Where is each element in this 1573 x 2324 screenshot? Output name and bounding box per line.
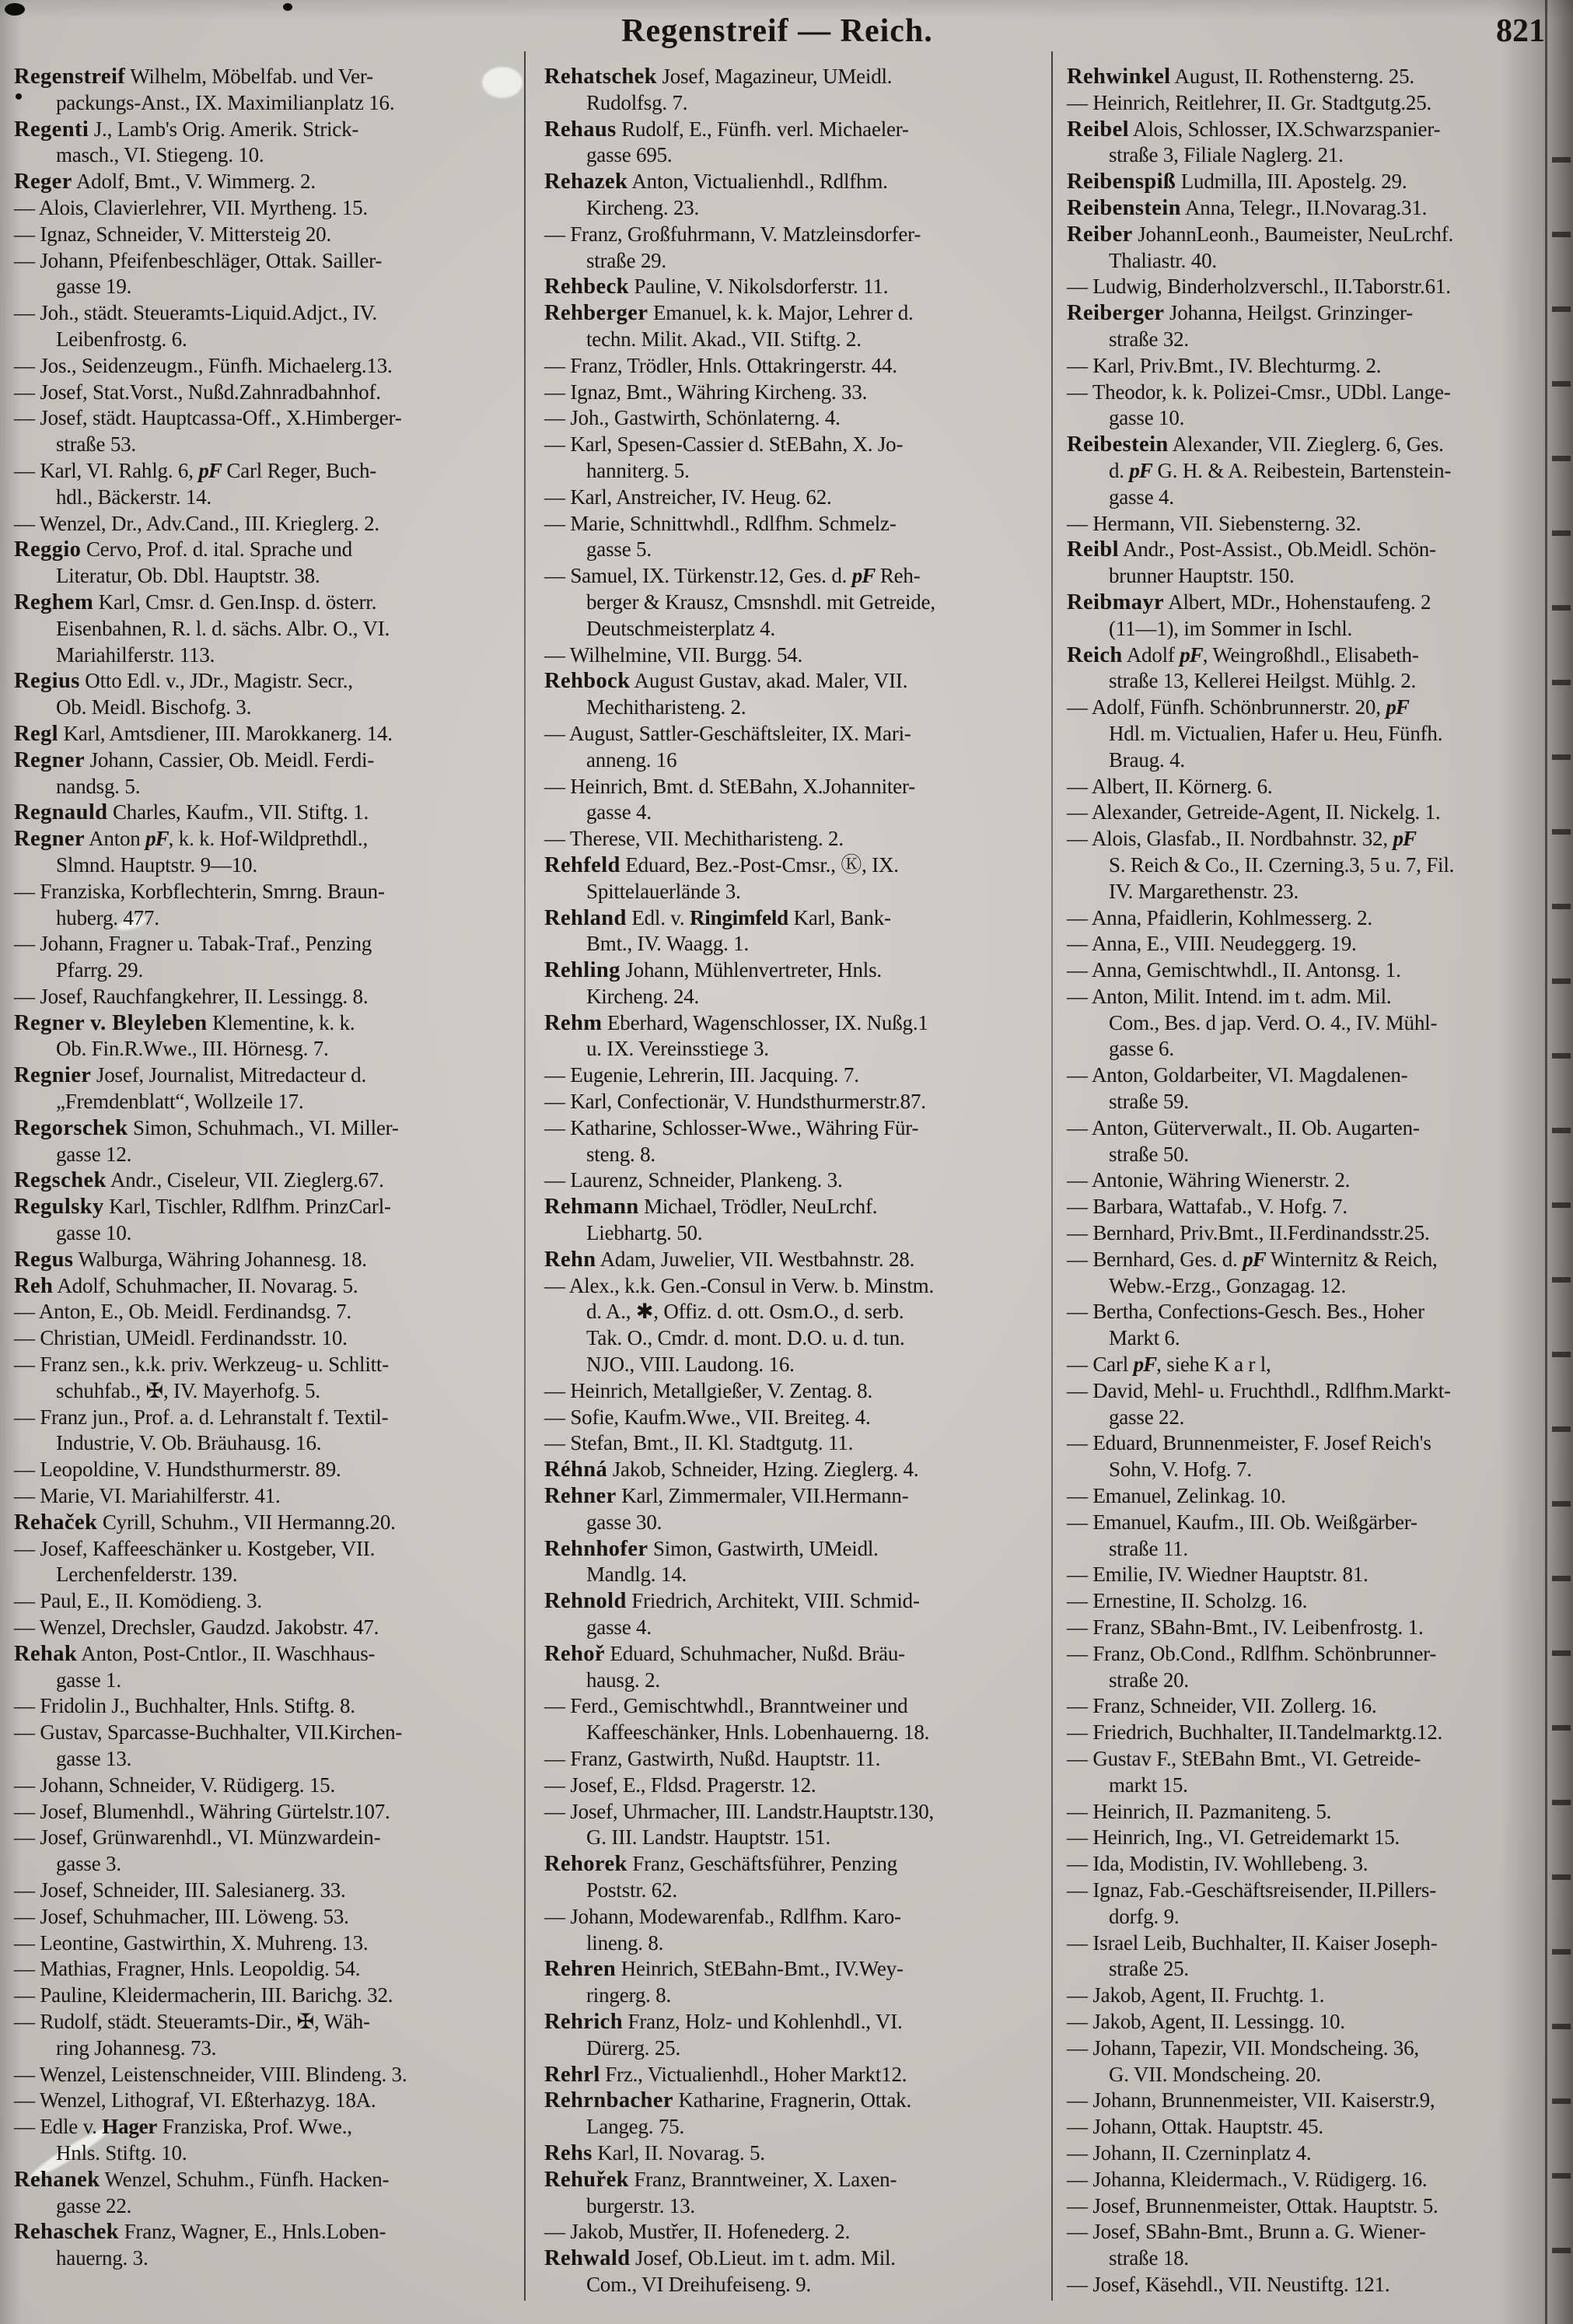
directory-line: gasse 12. <box>56 1142 132 1166</box>
directory-line: Langeg. 75. <box>586 2115 685 2139</box>
directory-line: Rehaschek Franz, Wagner, E., Hnls.Loben- <box>14 2220 386 2245</box>
page-number: 821 <box>1496 13 1545 49</box>
directory-line: — Ida, Modistin, IV. Wohllebeng. 3. <box>1067 1852 1369 1876</box>
directory-line: Rehren Heinrich, StEBahn-Bmt., IV.Wey- <box>544 1957 904 1982</box>
directory-line: — Karl, Priv.Bmt., IV. Blechturmg. 2. <box>1067 353 1382 377</box>
directory-line: Rehoř Eduard, Schuhmacher, Nußd. Bräu- <box>544 1641 905 1666</box>
directory-line: gasse 10. <box>56 1221 132 1245</box>
directory-line: Bmt., IV. Waagg. 1. <box>586 932 750 956</box>
directory-line: — Johann, Ottak. Hauptstr. 45. <box>1067 2115 1323 2139</box>
directory-line: Regschek Andr., Ciseleur, VII. Zieglerg.67. <box>14 1168 384 1193</box>
directory-line: — Josef, Brunnenmeister, Ottak. Hauptstr. 5. <box>1067 2193 1438 2217</box>
directory-line: gasse 6. <box>1109 1037 1174 1061</box>
directory-line: burgerstr. 13. <box>586 2193 695 2217</box>
directory-line: Lerchenfelderstr. 139. <box>56 1563 238 1587</box>
directory-line: dorfg. 9. <box>1109 1904 1180 1928</box>
directory-line: gasse 22. <box>56 2193 132 2217</box>
directory-line: — Laurenz, Schneider, Plankeng. 3. <box>544 1168 843 1192</box>
directory-line: Eisenbahnen, R. l. d. sächs. Albr. O., VI. <box>56 616 390 640</box>
directory-line: Rudolfsg. 7. <box>586 90 688 114</box>
directory-line: — Anton, Goldarbeiter, VI. Magdalenen- <box>1067 1063 1408 1087</box>
directory-line: gasse 695. <box>586 143 673 167</box>
directory-line: straße 50. <box>1109 1142 1189 1166</box>
directory-line: — Ignaz, Schneider, V. Mittersteig 20. <box>14 222 331 246</box>
directory-line: — Jakob, Mustřer, II. Hofenederg. 2. <box>544 2220 851 2244</box>
directory-line: S. Reich & Co., II. Czerning.3, 5 u. 7, Fil. <box>1109 852 1455 877</box>
directory-line: Regner v. Bleyleben Klementine, k. k. <box>14 1010 355 1035</box>
directory-line: gasse 19. <box>56 275 132 299</box>
directory-line: — Josef, E., Fldsd. Pragerstr. 12. <box>544 1773 816 1797</box>
directory-line: Rehn Adam, Juwelier, VII. Westbahnstr. 28. <box>544 1247 915 1272</box>
directory-line: — Joh., Gastwirth, Schönlaterng. 4. <box>544 406 841 430</box>
directory-line: — Ignaz, Bmt., Währing Kircheng. 33. <box>544 380 868 404</box>
directory-line: — Josef, Kaffeeschänker u. Kostgeber, VII. <box>14 1536 376 1560</box>
directory-line: ring Johannesg. 73. <box>56 2035 217 2060</box>
directory-line: packungs-Anst., IX. Maximilianplatz 16. <box>56 90 395 114</box>
directory-line: — Karl, VI. Rahlg. 6, pF Carl Reger, Buch- <box>14 458 377 482</box>
directory-line: nandsg. 5. <box>56 774 141 798</box>
directory-line: — Anton, Milit. Intend. im t. adm. Mil. <box>1067 984 1392 1008</box>
directory-line: — Johann, Modewarenfab., Rdlfhm. Karo- <box>544 1904 901 1928</box>
directory-line: Hnls. Stiftg. 10. <box>56 2140 187 2165</box>
column-divider <box>1051 51 1053 2301</box>
directory-line: gasse 4. <box>586 1615 652 1640</box>
directory-line: Regius Otto Edl. v., JDr., Magistr. Secr., <box>14 669 353 694</box>
directory-line: — Josef, Blumenhdl., Währing Gürtelstr.107. <box>14 1799 390 1823</box>
directory-line: Mariahilferstr. 113. <box>56 642 215 667</box>
directory-line: Regnier Josef, Journalist, Mitredacteur d. <box>14 1063 367 1088</box>
directory-line: — Carl pF, siehe K a r l, <box>1067 1353 1271 1377</box>
directory-line: Literatur, Ob. Dbl. Hauptstr. 38. <box>56 564 320 588</box>
directory-line: — Adolf, Fünfh. Schönbrunnerstr. 20, pF <box>1067 695 1409 719</box>
directory-line: — Franz, Ob.Cond., Rdlfhm. Schönbrunner- <box>1067 1641 1437 1665</box>
directory-line: Kaffeeschänker, Hnls. Lobenhauerng. 18. <box>586 1720 930 1745</box>
directory-line: Rehling Johann, Mühlenvertreter, Hnls. <box>544 958 882 983</box>
directory-line: — Johann, Schneider, V. Rüdigerg. 15. <box>14 1773 335 1797</box>
directory-line: Rehwald Josef, Ob.Lieut. im t. adm. Mil. <box>544 2246 896 2271</box>
directory-line: — Ignaz, Fab.-Geschäftsreisender, II.Pillers- <box>1067 1878 1436 1902</box>
directory-line: (11—1), im Sommer in Ischl. <box>1109 616 1353 640</box>
directory-line: G. VII. Mondscheing. 20. <box>1109 2062 1321 2086</box>
directory-line: Rehatschek Josef, Magazineur, UMeidl. <box>544 65 893 89</box>
directory-line: — Emanuel, Zelinkag. 10. <box>1067 1484 1286 1508</box>
directory-line: Regenti J., Lamb's Orig. Amerik. Strick- <box>14 117 359 142</box>
directory-line: Regner Johann, Cassier, Ob. Meidl. Ferdi- <box>14 747 375 772</box>
directory-line: Reghem Karl, Cmsr. d. Gen.Insp. d. österr. <box>14 590 377 614</box>
directory-line: „Fremdenblatt“, Wollzeile 17. <box>56 1090 304 1114</box>
directory-line: d. pF G. H. & A. Reibestein, Bartenstein- <box>1109 458 1452 482</box>
directory-line: u. IX. Vereinsstiege 3. <box>586 1037 769 1061</box>
directory-line: markt 15. <box>1109 1773 1188 1797</box>
directory-line: ringerg. 8. <box>586 1983 672 2007</box>
directory-line: brunner Hauptstr. 150. <box>1109 564 1295 588</box>
directory-line: Rehner Karl, Zimmermaler, VII.Hermann- <box>544 1484 909 1509</box>
directory-line: — Josef, Schneider, III. Salesianerg. 33. <box>14 1878 346 1902</box>
directory-line: Rehwinkel August, II. Rothensterng. 25. <box>1067 65 1414 89</box>
directory-line: Regnauld Charles, Kaufm., VII. Stiftg. 1. <box>14 800 369 825</box>
directory-line: Deutschmeisterplatz 4. <box>586 616 776 640</box>
directory-line: — Israel Leib, Buchhalter, II. Kaiser Joseph- <box>1067 1930 1438 1955</box>
directory-line: — Josef, Stat.Vorst., Nußd.Zahnradbahnhof. <box>14 380 381 404</box>
directory-line: Rehuřek Franz, Branntweiner, X. Laxen- <box>544 2167 897 2192</box>
directory-line: Rehm Eberhard, Wagenschlosser, IX. Nußg.1 <box>544 1010 928 1035</box>
directory-line: — Wenzel, Dr., Adv.Cand., III. Krieglerg. 2. <box>14 511 379 535</box>
directory-line: — Johann, Tapezir, VII. Mondscheing. 36, <box>1067 2035 1419 2060</box>
directory-line: straße 29. <box>586 248 666 272</box>
directory-line: Regenstreif Wilhelm, Möbelfab. und Ver- <box>14 65 373 89</box>
directory-line: Webw.-Erzg., Gonzagag. 12. <box>1109 1273 1347 1297</box>
directory-line: G. III. Landstr. Hauptstr. 151. <box>586 1825 831 1850</box>
directory-line: Reich Adolf pF, Weingroßhdl., Elisabeth- <box>1067 642 1419 667</box>
directory-line: straße 18. <box>1109 2246 1189 2270</box>
directory-line: Rehberger Emanuel, k. k. Major, Lehrer d. <box>544 301 914 326</box>
directory-line: — Hermann, VII. Siebensterng. 32. <box>1067 511 1362 535</box>
directory-line: gasse 4. <box>1109 485 1174 509</box>
directory-line: — Heinrich, Reitlehrer, II. Gr. Stadtgutg.25. <box>1067 90 1432 114</box>
directory-line: — Friedrich, Buchhalter, II.Tandelmarktg.12. <box>1067 1720 1443 1745</box>
adjacent-page-dashes <box>1552 109 1571 2287</box>
directory-line: — Anna, E., VIII. Neudeggerg. 19. <box>1067 932 1357 956</box>
directory-line: Rehnold Friedrich, Architekt, VIII. Schmid- <box>544 1589 920 1614</box>
directory-line: Rehorek Franz, Geschäftsführer, Penzing <box>544 1852 897 1877</box>
directory-line: gasse 10. <box>1109 406 1185 430</box>
directory-line: — Emilie, IV. Wiedner Hauptstr. 81. <box>1067 1563 1369 1587</box>
directory-line: Reger Adolf, Bmt., V. Wimmerg. 2. <box>14 170 316 194</box>
directory-line: hausg. 2. <box>586 1668 660 1692</box>
scan-speck <box>5 3 25 16</box>
directory-line: — Franz jun., Prof. a. d. Lehranstalt f. Textil- <box>14 1405 389 1429</box>
directory-line: Reibel Alois, Schlosser, IX.Schwarzspanier- <box>1067 117 1441 142</box>
directory-line: Reibenspiß Ludmilla, III. Apostelg. 29. <box>1067 170 1407 194</box>
directory-column-1 <box>14 64 518 2272</box>
directory-line: — David, Mehl- u. Fruchthdl., Rdlfhm.Markt- <box>1067 1378 1451 1402</box>
directory-line: — Alois, Glasfab., II. Nordbahnstr. 32, pF <box>1067 827 1416 851</box>
directory-line: schuhfab., ✠, IV. Mayerhofg. 5. <box>56 1378 320 1402</box>
directory-line: Reibestein Alexander, VII. Zieglerg. 6, Ges. <box>1067 432 1444 457</box>
directory-line: — Johann, Fragner u. Tabak-Traf., Penzing <box>14 932 372 956</box>
directory-line: — Franz, Trödler, Hnls. Ottakringerstr. 44. <box>544 353 897 377</box>
directory-line: — Wilhelmine, VII. Burgg. 54. <box>544 642 803 667</box>
directory-line: — Anna, Pfaidlerin, Kohlmesserg. 2. <box>1067 905 1372 929</box>
directory-line: straße 32. <box>1109 327 1189 351</box>
directory-line: — Alois, Clavierlehrer, VII. Myrtheng. 15. <box>14 195 368 219</box>
directory-line: — Franz, SBahn-Bmt., IV. Leibenfrostg. 1. <box>1067 1615 1424 1640</box>
directory-line: — Rudolf, städt. Steueramts-Dir., ✠, Wäh- <box>14 2009 370 2033</box>
directory-line: Hdl. m. Victualien, Hafer u. Heu, Fünfh. <box>1109 721 1443 745</box>
directory-line: — Heinrich, II. Pazmaniteng. 5. <box>1067 1799 1332 1823</box>
directory-line: — Johann, II. Czerninplatz 4. <box>1067 2140 1312 2165</box>
directory-line: Rehland Edl. v. Ringimfeld Karl, Bank- <box>544 905 891 930</box>
directory-line: Dürerg. 25. <box>586 2035 681 2060</box>
directory-line: Regorschek Simon, Schuhmach., VI. Miller- <box>14 1115 399 1140</box>
directory-line: — Stefan, Bmt., II. Kl. Stadtgutg. 11. <box>544 1431 854 1455</box>
directory-line: — Eduard, Brunnenmeister, F. Josef Reich's <box>1067 1431 1431 1455</box>
directory-line: — Alexander, Getreide-Agent, II. Nickelg. 1. <box>1067 800 1441 824</box>
directory-line: — Anna, Gemischtwhdl., II. Antonsg. 1. <box>1067 958 1401 982</box>
directory-line: — Theodor, k. k. Polizei-Cmsr., UDbl. Lange- <box>1067 380 1451 404</box>
directory-line: — Edle v. Hager Franziska, Prof. Wwe., <box>14 2115 352 2139</box>
directory-line: Rehanek Wenzel, Schuhm., Fünfh. Hacken- <box>14 2167 390 2192</box>
directory-line: steng. 8. <box>586 1142 655 1166</box>
directory-line: — Bertha, Confections-Gesch. Bes., Hoher <box>1067 1300 1424 1324</box>
directory-line: Kircheng. 23. <box>586 195 700 219</box>
directory-line: — Pauline, Kleidermacherin, III. Barichg. 32. <box>14 1983 393 2007</box>
directory-line: — Ernestine, II. Scholzg. 16. <box>1067 1589 1308 1613</box>
directory-line: — Mathias, Fragner, Hnls. Leopoldig. 54. <box>14 1957 361 1981</box>
directory-line: — Barbara, Wattafab., V. Hofg. 7. <box>1067 1195 1348 1219</box>
directory-line: techn. Milit. Akad., VII. Stiftg. 2. <box>586 327 862 351</box>
directory-line: Pfarrg. 29. <box>56 958 144 982</box>
directory-column-3 <box>1067 64 1552 2298</box>
directory-line: — Franz, Schneider, VII. Zollerg. 16. <box>1067 1694 1377 1718</box>
directory-line: gasse 3. <box>56 1852 121 1876</box>
directory-line: Reggio Cervo, Prof. d. ital. Sprache und <box>14 537 352 562</box>
directory-line: anneng. 16 <box>586 747 677 772</box>
directory-line: — Josef, Uhrmacher, III. Landstr.Hauptstr.130, <box>544 1799 935 1823</box>
directory-line: Reibl Andr., Post-Assist., Ob.Meidl. Schön- <box>1067 537 1436 562</box>
directory-line: Reiberger Johanna, Heilgst. Grinzinger- <box>1067 301 1414 326</box>
directory-line: Spittelauerlände 3. <box>586 879 741 903</box>
directory-line: — Josef, Schuhmacher, III. Löweng. 53. <box>14 1904 349 1928</box>
directory-line: Rehs Karl, II. Novarag. 5. <box>544 2140 765 2165</box>
directory-line: — Marie, VI. Mariahilferstr. 41. <box>14 1484 281 1508</box>
directory-line: Rehazek Anton, Victualienhdl., Rdlfhm. <box>544 170 888 194</box>
directory-line: — Johann, Pfeifenbeschläger, Ottak. Sailler- <box>14 248 383 272</box>
directory-line: — Josef, SBahn-Bmt., Brunn a. G. Wiener- <box>1067 2220 1426 2244</box>
directory-line: — Karl, Confectionär, V. Hundsthurmerstr.87. <box>544 1090 926 1114</box>
directory-line: gasse 1. <box>56 1668 121 1692</box>
directory-line: NJO., VIII. Laudong. 16. <box>586 1353 795 1377</box>
directory-line: — Karl, Anstreicher, IV. Heug. 62. <box>544 485 832 509</box>
directory-line: — Jos., Seidenzeugm., Fünfh. Michaelerg.13. <box>14 353 393 377</box>
directory-line: Leibenfrostg. 6. <box>56 327 187 351</box>
directory-line: d. A., ✱, Offiz. d. ott. Osm.O., d. serb. <box>586 1300 904 1324</box>
directory-line: — Josef, Rauchfangkehrer, II. Lessingg. 8. <box>14 984 369 1008</box>
directory-line: Rehbock August Gustav, akad. Maler, VII. <box>544 669 908 694</box>
directory-line: — Alex., k.k. Gen.-Consul in Verw. b. Minstm. <box>544 1273 934 1297</box>
directory-line: berger & Krausz, Cmsnshdl. mit Getreide, <box>586 590 935 614</box>
directory-line: IV. Margarethenstr. 23. <box>1109 879 1299 903</box>
directory-line: Slmnd. Hauptstr. 9—10. <box>56 852 257 877</box>
directory-line: Reibmayr Albert, MDr., Hohenstaufeng. 2 <box>1067 590 1431 614</box>
column-divider <box>524 51 526 2301</box>
directory-line: — Emanuel, Kaufm., III. Ob. Weißgärber- <box>1067 1510 1417 1534</box>
directory-line: straße 53. <box>56 432 136 457</box>
directory-line: Regulsky Karl, Tischler, Rdlfhm. PrinzCarl- <box>14 1195 391 1220</box>
directory-line: — Leontine, Gastwirthin, X. Muhreng. 13. <box>14 1930 369 1955</box>
directory-line: Tak. O., Cmdr. d. mont. D.O. u. d. tun. <box>586 1326 905 1350</box>
directory-line: lineng. 8. <box>586 1930 664 1955</box>
directory-line: — Josef, Käsehdl., VII. Neustiftg. 121. <box>1067 2272 1390 2296</box>
directory-line: — Gustav F., StEBahn Bmt., VI. Getreide- <box>1067 1747 1421 1770</box>
directory-line: Regus Walburga, Währing Johannesg. 18. <box>14 1247 367 1272</box>
directory-line: Industrie, V. Ob. Bräuhausg. 16. <box>56 1431 322 1455</box>
directory-line: — Anton, Güterverwalt., II. Ob. Augarten- <box>1067 1115 1420 1139</box>
directory-line: gasse 5. <box>586 537 652 562</box>
directory-line: — Albert, II. Körnerg. 6. <box>1067 774 1273 798</box>
directory-line: Com., Bes. d jap. Verd. O. 4., IV. Mühl- <box>1109 1010 1438 1034</box>
directory-line: gasse 30. <box>586 1510 662 1534</box>
directory-line: Braug. 4. <box>1109 747 1185 772</box>
directory-line: — Jakob, Agent, II. Lessingg. 10. <box>1067 2009 1345 2033</box>
directory-line: — Fridolin J., Buchhalter, Hnls. Stiftg. 8. <box>14 1694 355 1718</box>
directory-line: Rehak Anton, Post-Cntlor., II. Waschhaus- <box>14 1641 376 1666</box>
directory-line: — Karl, Spesen-Cassier d. StEBahn, X. Jo- <box>544 432 904 457</box>
directory-line: — Samuel, IX. Türkenstr.12, Ges. d. pF Reh- <box>544 564 921 588</box>
directory-line: Reh Adolf, Schuhmacher, II. Novarag. 5. <box>14 1273 358 1298</box>
directory-line: Markt 6. <box>1109 1326 1180 1350</box>
directory-line: Rehrl Frz., Victualienhdl., Hoher Markt12. <box>544 2062 907 2087</box>
directory-line: straße 13, Kellerei Heilgst. Mühlg. 2. <box>1109 669 1417 693</box>
directory-line: — Wenzel, Drechsler, Gaudzd. Jakobstr. 47. <box>14 1615 379 1640</box>
directory-line: hauerng. 3. <box>56 2246 149 2270</box>
directory-line: — Bernhard, Ges. d. pF Winternitz & Reich, <box>1067 1247 1438 1271</box>
scan-speck <box>283 3 292 11</box>
directory-line: — Johann, Brunnenmeister, VII. Kaiserstr.9, <box>1067 2088 1435 2112</box>
directory-line: hdl., Bäckerstr. 14. <box>56 485 211 509</box>
directory-line: Rehfeld Eduard, Bez.-Post-Cmsr., Ⓚ, IX. <box>544 852 899 877</box>
directory-line: Com., VI Dreihufeiseng. 9. <box>586 2272 812 2296</box>
directory-line: — Eugenie, Lehrerin, III. Jacquing. 7. <box>544 1063 859 1087</box>
directory-line: Ob. Fin.R.Wwe., III. Hörnesg. 7. <box>56 1037 329 1061</box>
directory-line: Mandlg. 14. <box>586 1563 687 1587</box>
directory-line: Rehmann Michael, Trödler, NeuLrchf. <box>544 1195 878 1220</box>
directory-line: masch., VI. Stiegeng. 10. <box>56 143 264 167</box>
directory-line: — Joh., städt. Steueramts-Liquid.Adjct., IV. <box>14 301 377 325</box>
directory-line: — Franz sen., k.k. priv. Werkzeug- u. Schlitt- <box>14 1353 390 1377</box>
directory-line: Rehaus Rudolf, E., Fünfh. verl. Michaeler- <box>544 117 909 142</box>
directory-line: — Therese, VII. Mechitharisteng. 2. <box>544 827 844 851</box>
directory-line: straße 3, Filiale Naglerg. 21. <box>1109 143 1344 167</box>
directory-line: straße 11. <box>1109 1536 1188 1560</box>
directory-line: Rehnhofer Simon, Gastwirth, UMeidl. <box>544 1536 879 1561</box>
directory-line: — Leopoldine, V. Hundsthurmerstr. 89. <box>14 1458 341 1482</box>
directory-line: Kircheng. 24. <box>586 984 700 1008</box>
directory-line: Réhná Jakob, Schneider, Hzing. Zieglerg. 4. <box>544 1458 919 1482</box>
directory-line: Ob. Meidl. Bischofg. 3. <box>56 695 252 719</box>
directory-line: — Heinrich, Metallgießer, V. Zentag. 8. <box>544 1378 873 1402</box>
directory-line: — Wenzel, Lithograf, VI. Eßterhazyg. 18A. <box>14 2088 376 2112</box>
directory-line: — Marie, Schnittwhdl., Rdlfhm. Schmelz- <box>544 511 897 535</box>
directory-line: Poststr. 62. <box>586 1878 677 1902</box>
directory-line: — August, Sattler-Geschäftsleiter, IX. Mari- <box>544 721 911 745</box>
directory-line: Rehbeck Pauline, V. Nikolsdorferstr. 11. <box>544 275 889 299</box>
directory-line: gasse 4. <box>586 800 652 824</box>
directory-column-2 <box>544 64 1050 2298</box>
directory-line: straße 59. <box>1109 1090 1189 1114</box>
directory-line: — Antonie, Währing Wienerstr. 2. <box>1067 1168 1351 1192</box>
directory-line: gasse 13. <box>56 1747 132 1770</box>
directory-line: Regl Karl, Amtsdiener, III. Marokkanerg. 14. <box>14 721 393 746</box>
directory-line: — Ferd., Gemischtwhdl., Branntweiner und <box>544 1694 908 1718</box>
directory-line: — Jakob, Agent, II. Fruchtg. 1. <box>1067 1983 1325 2007</box>
directory-line: straße 25. <box>1109 1957 1189 1981</box>
directory-line: — Josef, Grünwarenhdl., VI. Münzwardein- <box>14 1825 381 1850</box>
directory-line: — Anton, E., Ob. Meidl. Ferdinandsg. 7. <box>14 1300 351 1324</box>
directory-line: — Franz, Großfuhrmann, V. Matzleinsdorfer- <box>544 222 921 246</box>
directory-line: Rehaček Cyrill, Schuhm., VII Hermanng.20. <box>14 1510 396 1535</box>
directory-line: — Wenzel, Leistenschneider, VIII. Blindeng. 3. <box>14 2062 407 2086</box>
directory-line: — Franziska, Korbflechterin, Smrng. Braun- <box>14 879 385 903</box>
directory-line: straße 20. <box>1109 1668 1189 1692</box>
directory-line: Regner Anton pF, k. k. Hof-Wildprethdl., <box>14 827 369 852</box>
directory-line: Mechitharisteng. 2. <box>586 695 746 719</box>
directory-line: Rehrnbacher Katharine, Fragnerin, Ottak. <box>544 2088 911 2113</box>
directory-line: Reibenstein Anna, Telegr., II.Novarag.31. <box>1067 195 1428 220</box>
directory-line: — Johanna, Kleidermach., V. Rüdigerg. 16. <box>1067 2167 1428 2191</box>
directory-line: hanniterg. 5. <box>586 458 690 482</box>
page-title: Regenstreif — Reich. <box>621 13 933 49</box>
directory-line: — Bernhard, Priv.Bmt., II.Ferdinandsstr.25. <box>1067 1221 1430 1245</box>
directory-line: gasse 22. <box>1109 1405 1185 1429</box>
directory-line: Liebhartg. 50. <box>586 1221 703 1245</box>
directory-line: — Sofie, Kaufm.Wwe., VII. Breiteg. 4. <box>544 1405 871 1429</box>
directory-line: — Ludwig, Binderholzverschl., II.Taborstr.61. <box>1067 275 1451 299</box>
directory-line: — Franz, Gastwirth, Nußd. Hauptstr. 11. <box>544 1747 881 1770</box>
directory-line: huberg. 477. <box>56 905 159 929</box>
directory-line: — Christian, UMeidl. Ferdinandsstr. 10. <box>14 1326 348 1350</box>
directory-line: — Katharine, Schlosser-Wwe., Währing Für- <box>544 1115 919 1139</box>
directory-line: — Heinrich, Ing., VI. Getreidemarkt 15. <box>1067 1825 1400 1850</box>
directory-line: — Heinrich, Bmt. d. StEBahn, X.Johanniter- <box>544 774 915 798</box>
directory-line: Reiber JohannLeonh., Baumeister, NeuLrchf. <box>1067 222 1454 247</box>
directory-line: — Paul, E., II. Komödieng. 3. <box>14 1589 262 1613</box>
directory-line: Sohn, V. Hofg. 7. <box>1109 1458 1252 1482</box>
directory-line: Thaliastr. 40. <box>1109 248 1217 272</box>
directory-line: Rehrich Franz, Holz- und Kohlenhdl., VI. <box>544 2009 903 2034</box>
directory-line: — Gustav, Sparcasse-Buchhalter, VII.Kirchen- <box>14 1720 403 1745</box>
directory-line: — Josef, städt. Hauptcassa-Off., X.Himberger- <box>14 406 402 430</box>
